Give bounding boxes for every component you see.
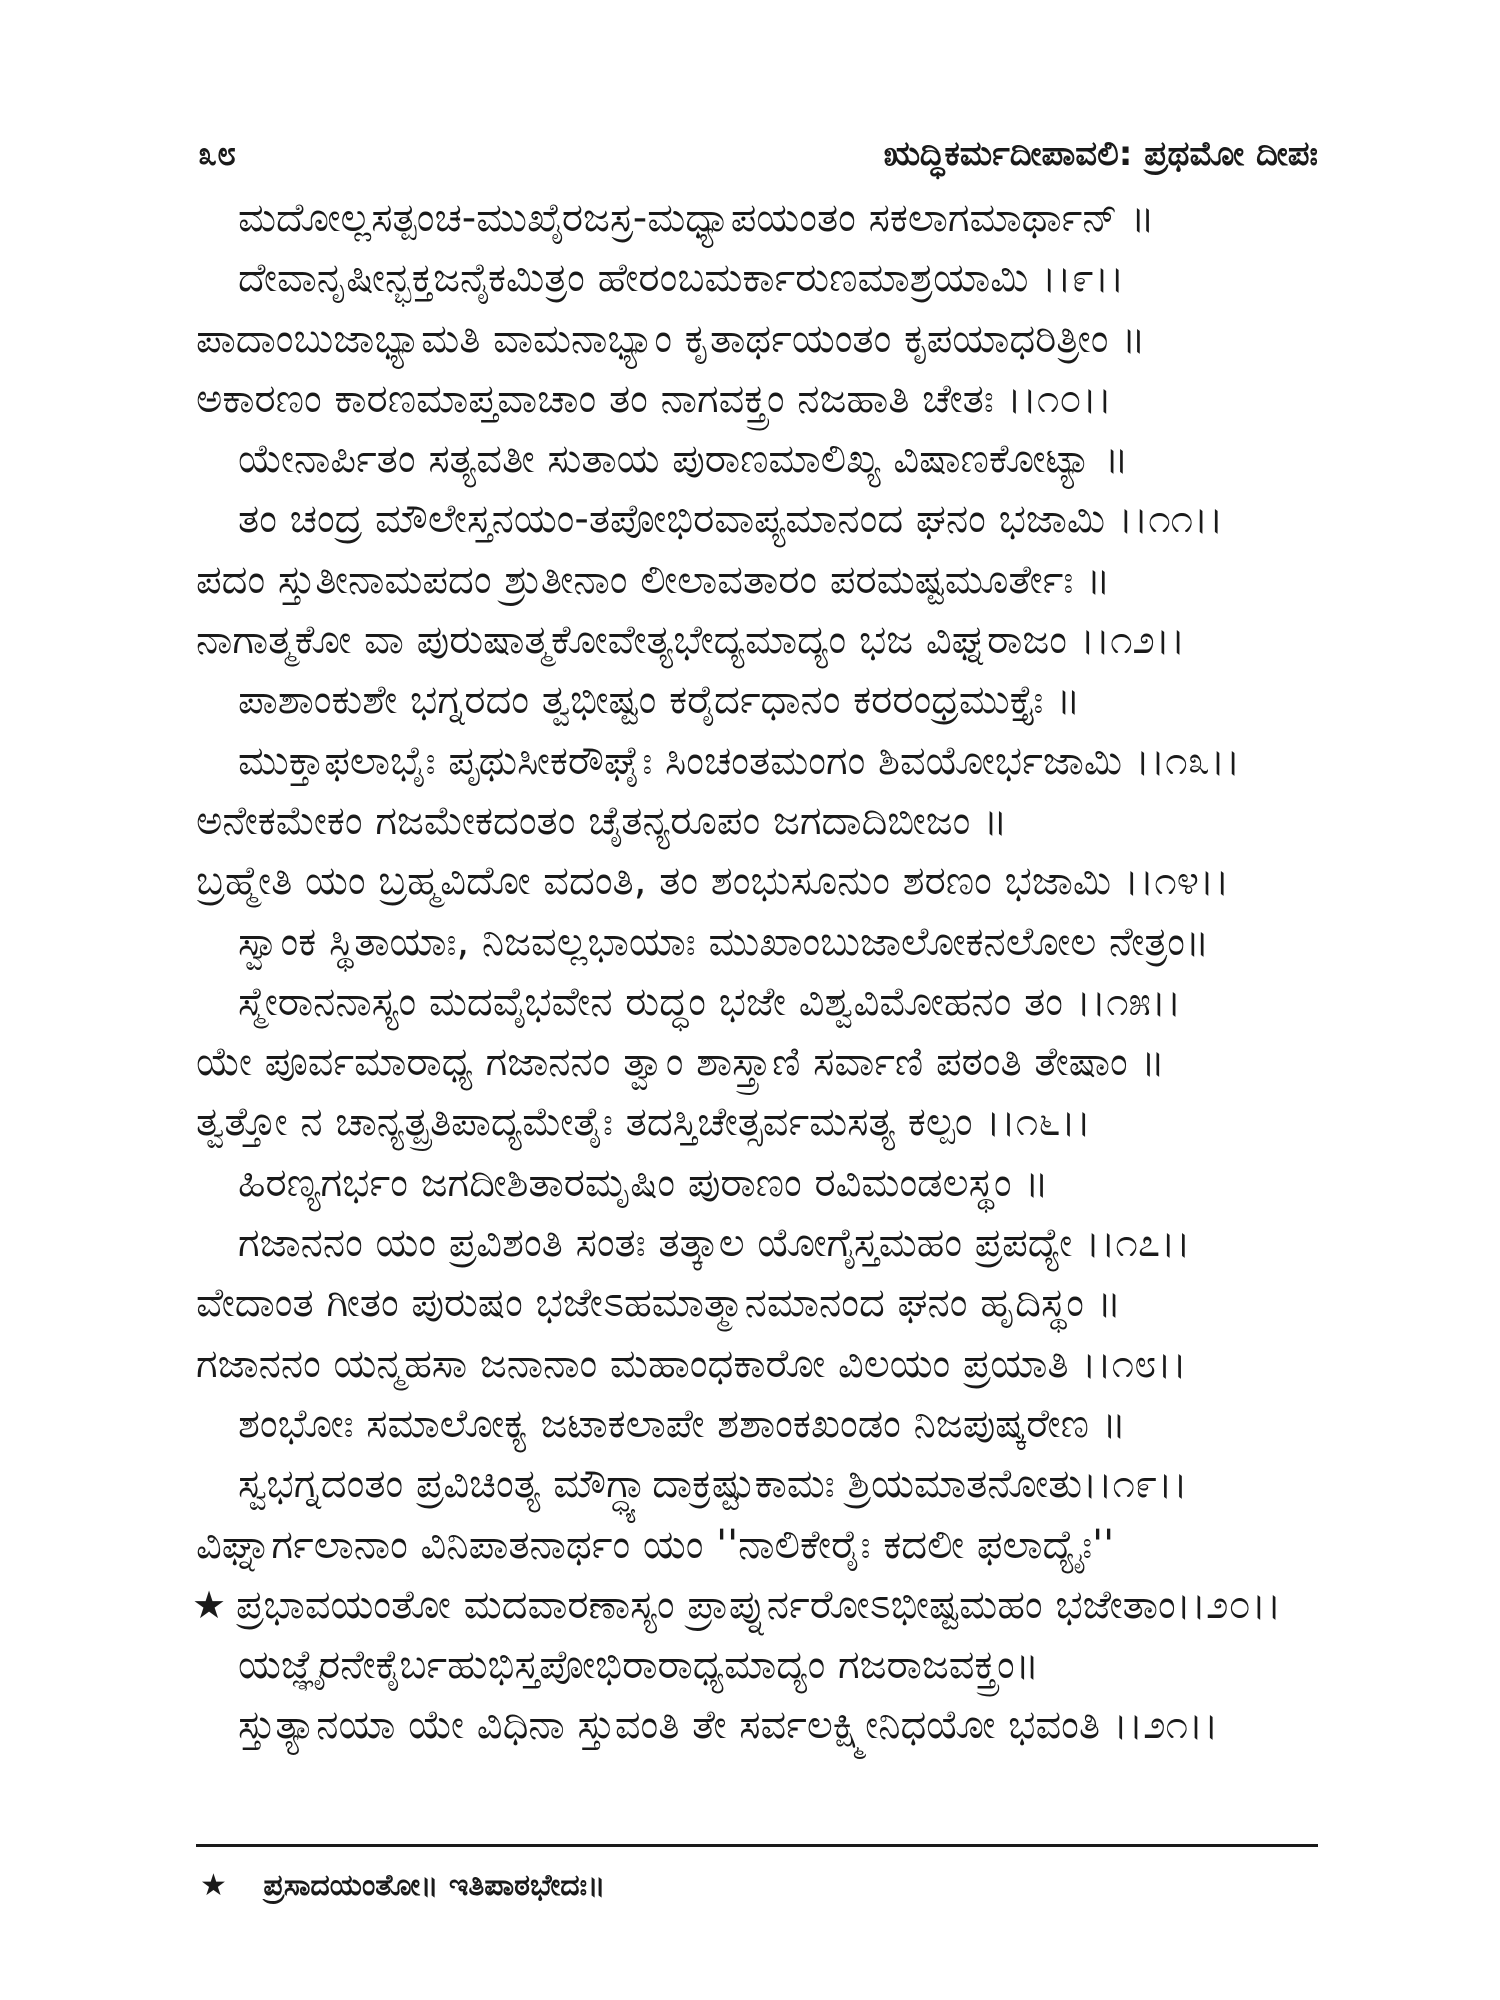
page-header — [198, 126, 1318, 182]
verse-text: ಗಜಾನನಂ ಯನ್ಮಹಸಾ ಜನಾನಾಂ ಮಹಾಂಧಕಾರೋ ವಿಲಯಂ ಪ್ರಯಾತಿ ।।೧೮।। — [196, 1340, 1187, 1387]
verse-line — [196, 1394, 1326, 1454]
verse-text: ಅನೇಕಮೇಕಂ ಗಜಮೇಕದಂತಂ ಚೈತನ್ಯರೂಪಂ ಜಗದಾದಿಬೀಜಂ ॥ — [196, 797, 1008, 844]
verse-text: ದೇವಾನೃಷೀನ್ಭಕ್ತಜನೈಕಮಿತ್ರಂ ಹೇರಂಬಮರ್ಕಾರುಣಮಾಶ್ರಯಾಮಿ ।।೯।। — [238, 255, 1125, 302]
verse-line — [192, 1575, 1326, 1635]
verse-line — [196, 1213, 1326, 1273]
footnote-divider — [196, 1844, 1318, 1847]
verse-line — [196, 1334, 1326, 1394]
verse-line — [196, 429, 1326, 489]
verse-block — [192, 188, 1326, 1756]
verse-text: ಯೇನಾರ್ಪಿತಂ ಸತ್ಯವತೀ ಸುತಾಯ ಪುರಾಣಮಾಲಿಖ್ಯ ವಿಷಾಣಕೋಟ್ಯಾ ॥ — [238, 436, 1129, 483]
verse-text: ನಾಗಾತ್ಮಕೋ ವಾ ಪುರುಷಾತ್ಮಕೋವೇತ್ಯಭೇದ್ಯಮಾದ್ಯಂ ಭಜ ವಿಘ್ನರಾಜಂ ।।೧೨।। — [196, 617, 1186, 664]
verse-text: ಯಜ್ಞೈರನೇಕೈರ್ಬಹುಭಿಸ್ತಪೋಭಿರಾರಾಧ್ಯಮಾದ್ಯಂ ಗಜರಾಜವಕ್ತ್ರಂ॥ — [238, 1642, 1040, 1689]
verse-line — [196, 248, 1326, 308]
verse-text: ಮುಕ್ತಾಫಲಾಭೈಃ ಪೃಥುಸೀಕರೌಘೈಃ ಸಿಂಚಂತಮಂಗಂ ಶಿವಯೋರ್ಭಜಾಮಿ ।।೧೩।। — [238, 737, 1241, 784]
verse-line — [196, 791, 1326, 851]
verse-text: ವೇದಾಂತ ಗೀತಂ ಪುರುಷಂ ಭಜೇಽಹಮಾತ್ಮಾನಮಾನಂದ ಘನಂ ಹೃದಿಸ್ಥಂ ॥ — [196, 1280, 1122, 1327]
verse-text: ಪದಂ ಸ್ತುತೀನಾಮಪದಂ ಶ್ರುತೀನಾಂ ಲೀಲಾವತಾರಂ ಪರಮಷ್ಟಮೂರ್ತೇಃ ॥ — [196, 556, 1111, 603]
verse-line — [196, 972, 1326, 1032]
verse-text: ಸ್ವಭಗ್ನದಂತಂ ಪ್ರವಿಚಿಂತ್ಯ ಮೌಗ್ಧ್ಯಾದಾಕ್ರಷ್ಟುಕಾಮಃ ಶ್ರಿಯಮಾತನೋತು।।೧೯।। — [238, 1461, 1188, 1508]
verse-line — [196, 912, 1326, 972]
verse-text: ಪಾಶಾಂಕುಶೇ ಭಗ್ನರದಂ ತ್ವಭೀಷ್ಟಂ ಕರೈರ್ದಧಾನಂ ಕರರಂಧ್ರಮುಕ್ತೈಃ ॥ — [238, 677, 1081, 724]
verse-text: ಶಂಭೋಃ ಸಮಾಲೋಕ್ಯ ಜಟಾಕಲಾಪೇ ಶಶಾಂಕಖಂಡಂ ನಿಜಪುಷ್ಕರೇಣ ॥ — [238, 1400, 1127, 1447]
verse-line — [196, 1635, 1326, 1695]
verse-line — [196, 309, 1326, 369]
running-title: ಋದ್ಧಿಕರ್ಮದೀಪಾವಲಿ: ಪ್ರಥಮೋ ದೀಪಃ — [883, 134, 1318, 174]
verse-line — [196, 188, 1326, 248]
verse-line — [196, 851, 1326, 911]
verse-line — [196, 731, 1326, 791]
verse-line — [196, 610, 1326, 670]
verse-line — [196, 369, 1326, 429]
verse-line — [196, 1515, 1326, 1575]
verse-text: ಸ್ತುತ್ಯಾನಯಾ ಯೇ ವಿಧಿನಾ ಸ್ತುವಂತಿ ತೇ ಸರ್ವಲಕ್ಷ್ಮೀನಿಧಯೋ ಭವಂತಿ ।।೨೧।। — [238, 1702, 1219, 1749]
verse-text: ಅಕಾರಣಂ ಕಾರಣಮಾಪ್ತವಾಚಾಂ ತಂ ನಾಗವಕ್ತ್ರಂ ನಜಹಾತಿ ಚೇತಃ ।।೧೦।। — [196, 375, 1113, 422]
footnote-text: ಪ್ರಸಾದಯಂತೋ॥ ಇತಿಪಾಠಭೇದಃ॥ — [263, 1868, 606, 1903]
verse-line — [196, 1032, 1326, 1092]
verse-line — [196, 1454, 1326, 1514]
footnote — [200, 1868, 1300, 1903]
verse-line — [196, 1153, 1326, 1213]
verse-line — [196, 670, 1326, 730]
verse-line — [196, 489, 1326, 549]
verse-text: ಪಾದಾಂಬುಜಾಭ್ಯಾಮತಿ ವಾಮನಾಭ್ಯಾಂ ಕೃತಾರ್ಥಯಂತಂ ಕೃಪಯಾಧರಿತ್ರೀಂ ॥ — [196, 315, 1146, 362]
verse-text: ಮದೋಲ್ಲಸತ್ಪಂಚ-ಮುಖೈರಜಸ್ರ-ಮಧ್ಯಾಪಯಂತಂ ಸಕಲಾಗಮಾರ್ಥಾನ್ ॥ — [238, 195, 1155, 241]
verse-text: ತಂ ಚಂದ್ರ ಮೌಲೇಸ್ತನಯಂ-ತಪೋಭಿರವಾಪ್ಯಮಾನಂದ ಘನಂ ಭಜಾಮಿ ।।೧೧।। — [238, 496, 1224, 543]
verse-text: ಯೇ ಪೂರ್ವಮಾರಾಧ್ಯ ಗಜಾನನಂ ತ್ವಾಂ ಶಾಸ್ತ್ರಾಣಿ ಸರ್ವಾಣಿ ಪಠಂತಿ ತೇಷಾಂ ॥ — [196, 1039, 1165, 1086]
page-number: ೩೮ — [198, 134, 237, 174]
footnote-star-icon: ★ — [200, 1868, 227, 1903]
verse-text: ಸ್ವಾಂಕ ಸ್ಥಿತಾಯಾಃ, ನಿಜವಲ್ಲಭಾಯಾಃ ಮುಖಾಂಬುಜಾಲೋಕನಲೋಲ ನೇತ್ರಂ॥ — [238, 918, 1210, 965]
verse-text: ತ್ವತ್ತೋ ನ ಚಾನ್ಯತ್ಪ್ರತಿಪಾದ್ಯಮೇತೈಃ ತದಸ್ತಿಚೇತ್ಸರ್ವಮಸತ್ಯ ಕಲ್ಪಂ ।।೧೬।। — [196, 1099, 1091, 1146]
verse-line — [196, 550, 1326, 610]
verse-text: ಸ್ಮೇರಾನನಾಸ್ಯಂ ಮದವೈಭವೇನ ರುದ್ಧಂ ಭಜೇ ವಿಶ್ವವಿಮೋಹನಂ ತಂ ।।೧೫।। — [238, 978, 1182, 1025]
verse-text: ಹಿರಣ್ಯಗರ್ಭಂ ಜಗದೀಶಿತಾರಮೃಷಿಂ ಪುರಾಣಂ ರವಿಮಂಡಲಸ್ಥಂ ॥ — [238, 1159, 1049, 1206]
verse-line — [196, 1092, 1326, 1152]
verse-text: ಬ್ರಹ್ಮೇತಿ ಯಂ ಬ್ರಹ್ಮವಿದೋ ವದಂತಿ, ತಂ ಶಂಭುಸೂನುಂ ಶರಣಂ ಭಜಾಮಿ ।।೧೪।। — [196, 858, 1230, 905]
verse-line — [196, 1695, 1326, 1755]
verse-line — [196, 1273, 1326, 1333]
star-icon: ★ — [192, 1582, 227, 1627]
verse-text: ಪ್ರಭಾವಯಂತೋ ಮದವಾರಣಾಸ್ಯಂ ಪ್ರಾಪ್ನುರ್ನರೋಽಭೀಷ್ಟಮಹಂ ಭಜೇತಾಂ।।೨೦।। — [236, 1581, 1282, 1628]
verse-text: ವಿಘ್ನಾರ್ಗಲಾನಾಂ ವಿನಿಪಾತನಾರ್ಥಂ ಯಂ ''ನಾಲಿಕೇರೈಃ ಕದಲೀ ಫಲಾದ್ಯೈಃ'' — [196, 1521, 1115, 1568]
verse-text: ಗಜಾನನಂ ಯಂ ಪ್ರವಿಶಂತಿ ಸಂತಃ ತತ್ಕಾಲ ಯೋಗೈಸ್ತಮಹಂ ಪ್ರಪದ್ಯೇ ।।೧೭।। — [238, 1220, 1191, 1267]
